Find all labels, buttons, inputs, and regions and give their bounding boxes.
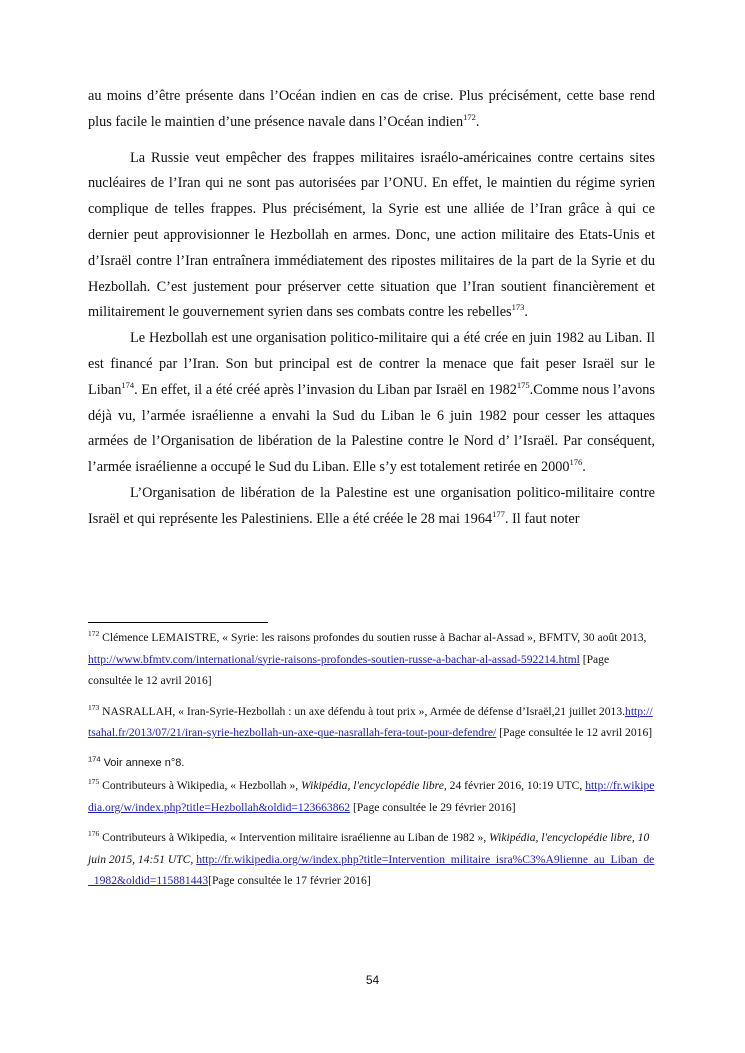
paragraph-2-end: . [524,304,528,321]
page-number: 54 [365,973,380,987]
footnote-176 [88,827,655,892]
paragraph-3 [88,326,655,481]
footnote-text: Contributeurs à Wikipedia, « Hezbollah », [102,779,302,792]
footnote-ref-177[interactable]: 177 [492,508,505,519]
paragraph-3-text-c: .Comme nous l’avons déjà vu, l’armée israélienne a envahi la Sud du Liban le 6 juin 1982 pour cesser les attaques armées de l’Organisation de libération de la Palestine contre le Nord d’ l’Israël. Par conséquent, l’armée israélienne a occupé le Sud du Liban. Elle s’y est totalement retirée en 2000 [88,381,655,476]
footnote-ref-174[interactable]: 174 [121,380,135,390]
main-text [88,84,655,533]
footnote-text: Contributeurs à Wikipedia, « Intervention militaire israélienne au Liban de 1982 », [102,831,490,844]
footnote-175 [88,775,655,818]
footnote-number: 174 [88,753,101,763]
paragraph-4 [88,481,655,533]
footnote-174 [88,753,655,775]
paragraph-3-text-b: . En effet, il a été créé après l’invasion du Liban par Israël en 1982 [134,381,517,398]
footnote-link[interactable]: http://fr.wikipedia.org/w/index.php?title=Intervention_militaire_isra%C3%A9lienne_au_Liban_de_1982&oldid=115881443 [88,852,655,887]
paragraph-2 [88,146,655,327]
paragraph-3-text-d: . [582,459,586,476]
footnote-172 [88,627,655,692]
footnote-consulted: [Page consultée le 12 avril 2016] [88,652,610,687]
footnote-173 [88,701,655,744]
footnote-number: 173 [88,702,100,712]
footnote-text: NASRALLAH, « Iran-Syrie-Hezbollah : un axe défendu à tout prix », Armée de défense d’Israël,21 juillet 2013. [102,704,626,718]
footnote-link[interactable]: http://fr.wikipedia.org/w/index.php?title=Hezbollah&oldid=123663862 [88,779,655,814]
footnote-separator [88,622,268,623]
footnote-number: 172 [88,629,100,639]
footnote-link[interactable]: http://www.bfmtv.com/international/syrie-raisons-profondes-soutien-russe-a-bachar-al-assad-592214.html [88,652,580,666]
footnote-ref-173[interactable]: 173 [511,302,525,313]
footnote-italic-source: Wikipédia, l'encyclopédie libre, 10 juin 2015, 14:51 UTC, [88,831,650,866]
footnote-ref-172[interactable]: 172 [463,112,476,123]
footnote-consulted: [Page consultée le 29 février 2016] [350,800,516,814]
footnote-link[interactable]: http://tsahal.fr/2013/07/21/iran-syrie-hezbollah-un-axe-que-nasrallah-fera-tout-pour-defendre/ [88,704,653,739]
footnote-consulted: [Page consultée le 17 février 2016] [208,874,371,887]
footnote-text: Clémence LEMAISTRE, « Syrie: les raisons profondes du soutien russe à Bachar al-Assad », BFMTV, 30 août 2013, [102,631,647,644]
paragraph-3-text-a: Le Hezbollah est une organisation politico-militaire qui a été crée en juin 1982 au Liban. Il est financé par l’Iran. Son but principal est de contrer la menace que fait peser Israël sur le Liban [88,330,655,398]
footnote-date: 24 février 2016, 10:19 UTC, [446,779,586,792]
paragraph-4-text: L’Organisation de libération de la Palestine est une organisation politico-militaire contre Israël et qui représente les Palestiniens. Elle a été créée le 28 mai 1964 [88,484,655,527]
footnote-number: 175 [88,777,100,787]
paragraph-1 [88,84,655,136]
paragraph-1-end: . [475,113,480,130]
footnote-ref-175[interactable]: 175 [516,380,530,390]
footnote-consulted: [Page consultée le 12 avril 2016] [496,726,653,739]
footnote-number: 176 [88,829,100,839]
footnote-text: Voir annexe n°8. [103,756,185,769]
footnote-italic-source: Wikipédia, l'encyclopédie libre, [301,779,447,792]
footnote-ref-176[interactable]: 176 [569,457,583,468]
footnotes [88,627,655,901]
paragraph-4-end: . Il faut noter [504,510,580,527]
paragraph-2-text: La Russie veut empêcher des frappes militaires israélo-américaines contre certains sites nucléaires de l’Iran qui ne sont pas autorisées par l’ONU. En effet, le maintien du régime syrien complique de telles frappes. Plus précisément, la Syrie est une alliée de l’Iran grâce à qui ce dernier peut approvisionner le Hezbollah en armes. Donc, une action militaire des Etats-Unis et d’Israël contre l’Iran entraînera immédiatement des ripostes militaires de la part de la Syrie et du Hezbollah. C’est justement pour préserver cette situation que l’Iran soutient financièrement et militairement le gouvernement syrien dans ses combats contre les rebelles [88,149,655,321]
paragraph-1-text: au moins d’être présente dans l’Océan indien en cas de crise. Plus précisément, cette base rend plus facile le maintien d’une présence navale dans l’Océan indien [88,88,655,130]
